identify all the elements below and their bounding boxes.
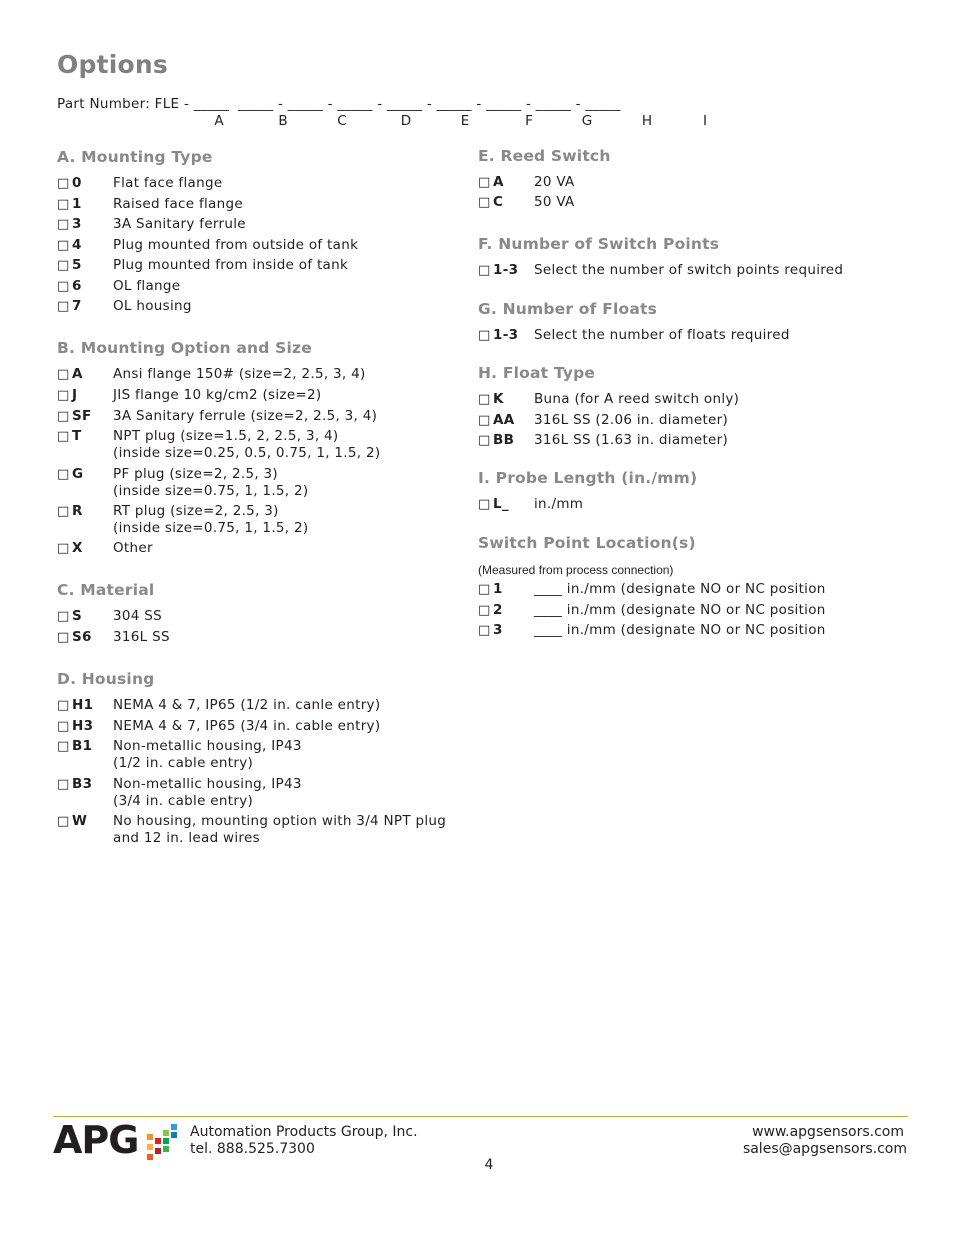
- option-code: B1: [72, 738, 93, 754]
- checkbox-icon[interactable]: □: [57, 609, 70, 624]
- part-letter-b: B: [278, 113, 288, 129]
- checkbox-icon[interactable]: □: [57, 217, 70, 232]
- checkbox-icon[interactable]: □: [57, 467, 70, 482]
- checkbox-icon[interactable]: □: [57, 504, 70, 519]
- option-row[interactable]: [57, 608, 457, 625]
- footer-rule: [53, 1116, 908, 1117]
- option-desc: NEMA 4 & 7, IP65 (1/2 in. canle entry): [113, 697, 381, 713]
- page-title: Options: [57, 50, 168, 79]
- checkbox-icon[interactable]: □: [57, 630, 70, 645]
- checkbox-icon[interactable]: □: [57, 258, 70, 273]
- section-housing-title: D. Housing: [57, 670, 155, 688]
- option-code: 2: [493, 602, 503, 618]
- option-desc: 20 VA: [534, 174, 575, 190]
- option-desc: Buna (for A reed switch only): [534, 391, 740, 407]
- option-desc: NEMA 4 & 7, IP65 (3/4 in. cable entry): [113, 718, 381, 734]
- part-letter-g: G: [581, 113, 593, 129]
- checkbox-icon[interactable]: □: [57, 197, 70, 212]
- option-code: 7: [72, 298, 82, 314]
- checkbox-icon[interactable]: □: [478, 603, 491, 618]
- option-row[interactable]: [57, 366, 457, 383]
- option-row[interactable]: [57, 813, 457, 847]
- option-code: 1: [72, 196, 82, 212]
- option-desc-secondary: and 12 in. lead wires: [113, 830, 260, 846]
- option-code: 1: [493, 581, 503, 597]
- checkbox-icon[interactable]: □: [478, 175, 491, 190]
- checkbox-icon[interactable]: □: [57, 238, 70, 253]
- option-code: 3: [493, 622, 503, 638]
- option-row[interactable]: [57, 428, 457, 462]
- option-row[interactable]: [57, 503, 457, 537]
- option-row[interactable]: [478, 174, 898, 191]
- section-reed-switch-title: E. Reed Switch: [478, 147, 611, 165]
- part-letter-i: I: [703, 113, 707, 129]
- option-desc: RT plug (size=2, 2.5, 3): [113, 503, 279, 519]
- option-code: R: [72, 503, 83, 519]
- section-material-title: C. Material: [57, 581, 155, 599]
- option-code: 4: [72, 237, 82, 253]
- option-desc: OL flange: [113, 278, 181, 294]
- checkbox-icon[interactable]: □: [57, 777, 70, 792]
- option-desc-secondary: (inside size=0.75, 1, 1.5, 2): [113, 520, 309, 536]
- option-row[interactable]: [57, 466, 457, 500]
- option-desc-secondary: (inside size=0.25, 0.5, 0.75, 1, 1.5, 2): [113, 445, 381, 461]
- option-desc: 316L SS (2.06 in. diameter): [534, 412, 729, 428]
- option-row[interactable]: [57, 408, 457, 425]
- checkbox-icon[interactable]: □: [478, 582, 491, 597]
- checkbox-icon[interactable]: □: [57, 388, 70, 403]
- option-code: G: [72, 466, 84, 482]
- option-row[interactable]: [57, 629, 457, 646]
- option-row[interactable]: [478, 262, 898, 279]
- option-row[interactable]: [57, 237, 457, 254]
- email-link[interactable]: sales@apgsensors.com: [742, 1141, 907, 1157]
- part-letter-a: A: [214, 113, 224, 129]
- checkbox-icon[interactable]: □: [57, 299, 70, 314]
- option-desc: Other: [113, 540, 153, 556]
- option-row[interactable]: [478, 391, 898, 408]
- option-desc: Non-metallic housing, IP43: [113, 776, 302, 792]
- option-desc: No housing, mounting option with 3/4 NPT plug: [113, 813, 447, 829]
- option-code: S6: [72, 629, 92, 645]
- option-code: X: [72, 540, 83, 556]
- option-desc: in./mm: [534, 496, 584, 512]
- option-code: SF: [72, 408, 92, 424]
- option-code: AA: [493, 412, 515, 428]
- option-desc: PF plug (size=2, 2.5, 3): [113, 466, 278, 482]
- option-desc: JIS flange 10 kg/cm2 (size=2): [113, 387, 322, 403]
- option-code: A: [72, 366, 83, 382]
- option-code: J: [72, 387, 78, 403]
- option-code: 0: [72, 175, 82, 191]
- section-float-type-title: H. Float Type: [478, 364, 596, 382]
- checkbox-icon[interactable]: □: [478, 497, 491, 512]
- checkbox-icon[interactable]: □: [478, 623, 491, 638]
- option-code: 6: [72, 278, 82, 294]
- option-desc: ____ in./mm (designate NO or NC position: [534, 602, 826, 618]
- option-row[interactable]: [57, 175, 457, 192]
- option-code: K: [493, 391, 504, 407]
- option-code: 1-3: [493, 262, 519, 278]
- checkbox-icon[interactable]: □: [57, 429, 70, 444]
- checkbox-icon[interactable]: □: [57, 409, 70, 424]
- option-code: H3: [72, 718, 94, 734]
- option-row[interactable]: [478, 194, 898, 211]
- checkbox-icon[interactable]: □: [57, 541, 70, 556]
- checkbox-icon[interactable]: □: [478, 392, 491, 407]
- option-desc: Select the number of floats required: [534, 327, 790, 343]
- option-row[interactable]: [57, 387, 457, 404]
- checkbox-icon[interactable]: □: [57, 814, 70, 829]
- option-code: T: [72, 428, 82, 444]
- option-code: S: [72, 608, 83, 624]
- section-floats-title: G. Number of Floats: [478, 300, 658, 318]
- section-switch-points-title: F. Number of Switch Points: [478, 235, 720, 253]
- part-letter-e: E: [460, 113, 470, 129]
- option-row[interactable]: [57, 298, 457, 315]
- option-code: 5: [72, 257, 82, 273]
- option-row[interactable]: [478, 622, 898, 639]
- option-desc: 3A Sanitary ferrule: [113, 216, 246, 232]
- part-number-template: Part Number: FLE - _____ _____ - _____ - _____ - _____ - _____ - _____ - _____ - _____: [57, 96, 621, 112]
- option-desc: Flat face flange: [113, 175, 223, 191]
- option-code: C: [493, 194, 504, 210]
- option-row[interactable]: [57, 196, 457, 213]
- company-name: Automation Products Group, Inc.: [190, 1124, 418, 1140]
- option-desc: 304 SS: [113, 608, 162, 624]
- measurement-note: (Measured from process connection): [478, 563, 674, 577]
- checkbox-icon[interactable]: □: [478, 433, 491, 448]
- part-letter-d: D: [400, 113, 412, 129]
- option-desc: 316L SS: [113, 629, 170, 645]
- option-desc: ____ in./mm (designate NO or NC position: [534, 622, 826, 638]
- option-desc: Raised face flange: [113, 196, 243, 212]
- section-mounting-type-title: A. Mounting Type: [57, 148, 213, 166]
- page-number: 4: [484, 1157, 494, 1173]
- option-desc: Non-metallic housing, IP43: [113, 738, 302, 754]
- option-row[interactable]: [57, 278, 457, 295]
- option-desc: Ansi flange 150# (size=2, 2.5, 3, 4): [113, 366, 366, 382]
- option-row[interactable]: [57, 776, 457, 810]
- option-desc: Select the number of switch points required: [534, 262, 844, 278]
- checkbox-icon[interactable]: □: [478, 413, 491, 428]
- apg-logo-text: APG: [53, 1118, 139, 1162]
- option-row[interactable]: [478, 412, 898, 429]
- option-code: BB: [493, 432, 515, 448]
- logo-color-squares-icon: [143, 1122, 179, 1162]
- option-row[interactable]: [478, 602, 898, 619]
- section-probe-length-title: I. Probe Length (in./mm): [478, 469, 698, 487]
- option-desc-secondary: (inside size=0.75, 1, 1.5, 2): [113, 483, 309, 499]
- part-letter-h: H: [641, 113, 653, 129]
- checkbox-icon[interactable]: □: [57, 719, 70, 734]
- option-desc: Plug mounted from outside of tank: [113, 237, 359, 253]
- apg-logo: [53, 1118, 181, 1162]
- option-row[interactable]: [478, 496, 898, 513]
- option-row[interactable]: [57, 738, 457, 772]
- option-desc: ____ in./mm (designate NO or NC position: [534, 581, 826, 597]
- section-switch-location-title: Switch Point Location(s): [478, 534, 696, 552]
- option-code: H1: [72, 697, 94, 713]
- option-row[interactable]: [57, 540, 457, 557]
- option-desc: Plug mounted from inside of tank: [113, 257, 349, 273]
- checkbox-icon[interactable]: □: [57, 176, 70, 191]
- checkbox-icon[interactable]: □: [57, 739, 70, 754]
- part-letter-f: F: [525, 113, 533, 129]
- checkbox-icon[interactable]: □: [478, 263, 491, 278]
- checkbox-icon[interactable]: □: [57, 279, 70, 294]
- company-phone: tel. 888.525.7300: [190, 1141, 315, 1157]
- option-desc: NPT plug (size=1.5, 2, 2.5, 3, 4): [113, 428, 339, 444]
- option-code: B3: [72, 776, 93, 792]
- option-row[interactable]: [478, 432, 898, 449]
- section-mounting-option-title: B. Mounting Option and Size: [57, 339, 312, 357]
- option-desc: OL housing: [113, 298, 192, 314]
- option-row[interactable]: [478, 581, 898, 598]
- option-desc: 3A Sanitary ferrule (size=2, 2.5, 3, 4): [113, 408, 378, 424]
- option-row[interactable]: [57, 257, 457, 274]
- option-row[interactable]: [57, 697, 457, 714]
- option-row[interactable]: [57, 216, 457, 233]
- checkbox-icon[interactable]: □: [57, 367, 70, 382]
- option-code: 1-3: [493, 327, 519, 343]
- option-desc-secondary: (3/4 in. cable entry): [113, 793, 254, 809]
- website-link[interactable]: www.apgsensors.com: [752, 1124, 904, 1140]
- option-desc-secondary: (1/2 in. cable entry): [113, 755, 254, 771]
- option-desc: 50 VA: [534, 194, 575, 210]
- option-row[interactable]: [57, 718, 457, 735]
- checkbox-icon[interactable]: □: [478, 328, 491, 343]
- checkbox-icon[interactable]: □: [478, 195, 491, 210]
- option-code: 3: [72, 216, 82, 232]
- option-code: L_: [493, 496, 509, 512]
- part-letter-c: C: [337, 113, 347, 129]
- option-desc: 316L SS (1.63 in. diameter): [534, 432, 729, 448]
- option-code: A: [493, 174, 504, 190]
- option-code: W: [72, 813, 88, 829]
- option-row[interactable]: [478, 327, 898, 344]
- checkbox-icon[interactable]: □: [57, 698, 70, 713]
